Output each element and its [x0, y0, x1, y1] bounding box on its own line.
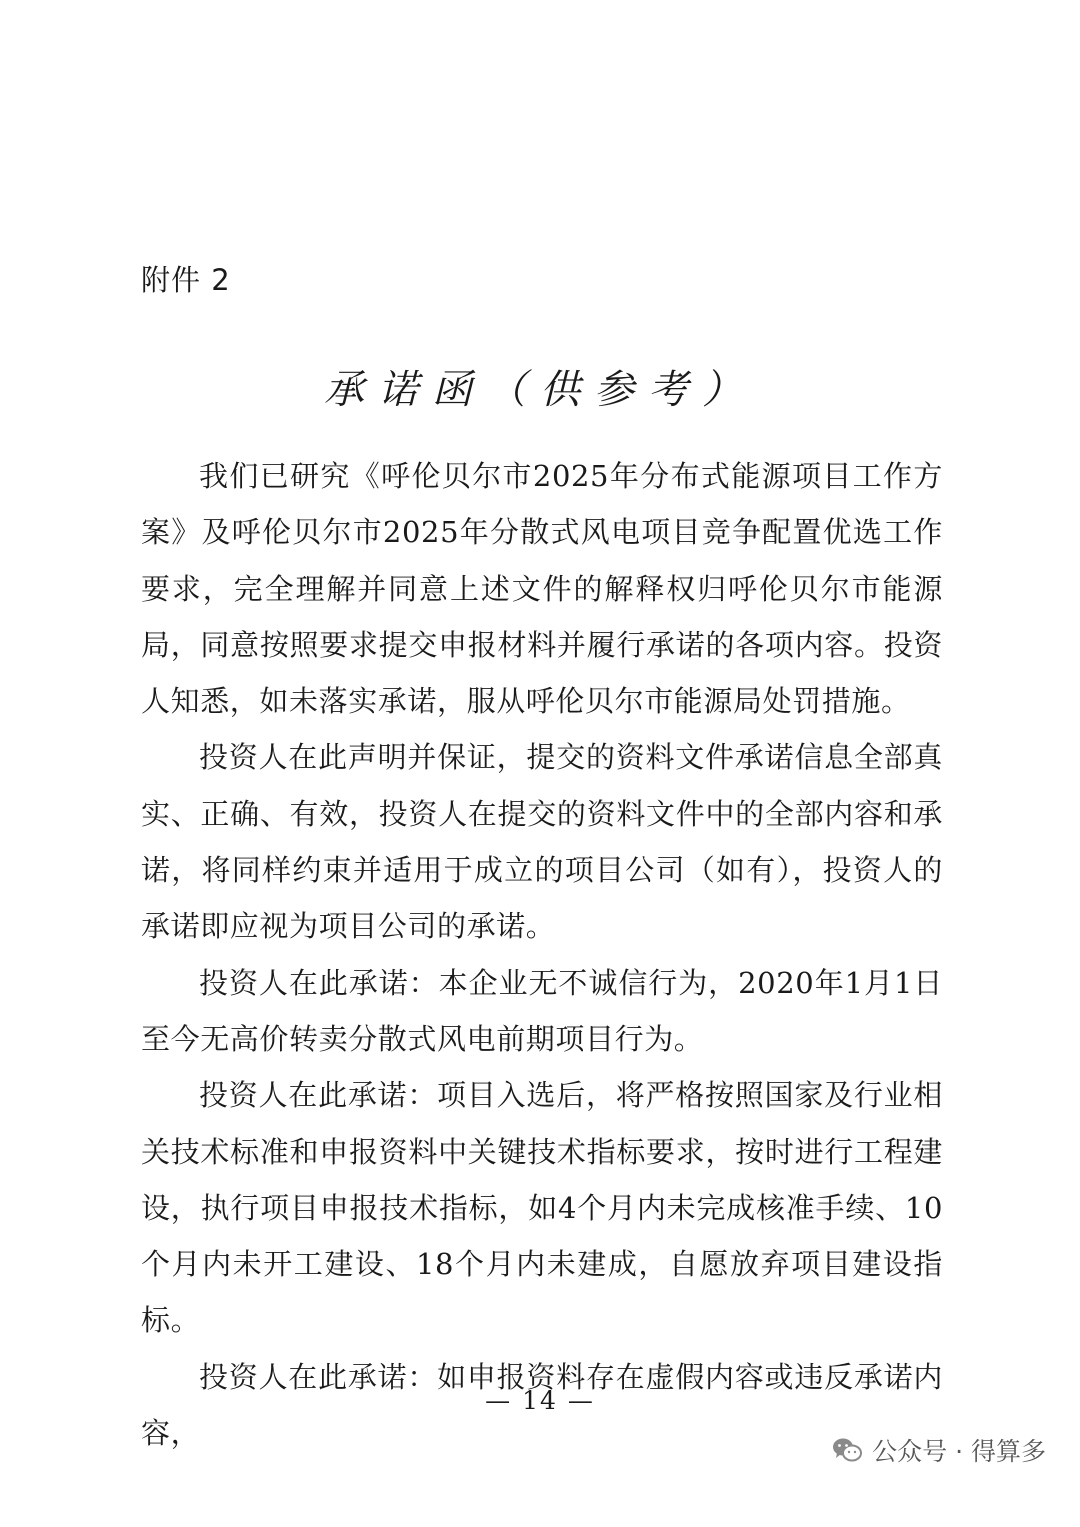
document-title: 承诺函（供参考）	[324, 367, 756, 413]
paragraph: 投资人在此承诺：如申报资料存在虚假内容或违反承诺内容，	[141, 1359, 943, 1451]
page-number: — 14 —	[485, 1386, 595, 1415]
attachment-label: 附件 2	[141, 263, 231, 297]
watermark	[832, 1432, 1046, 1468]
paragraph: 投资人在此承诺：本企业无不诚信行为，2020年1月1日至今无高价转卖分散式风电前期项目行为。	[141, 965, 943, 1056]
document-body	[141, 448, 943, 1461]
paragraph: 我们已研究《呼伦贝尔市2025年分布式能源项目工作方案》及呼伦贝尔市2025年分散式风电项目竞争配置优选工作要求，完全理解并同意上述文件的解释权归呼伦贝尔市能源局，同意按照要求提交申报材料并履行承诺的各项内容。投资人知悉，如未落实承诺，服从呼伦贝尔市能源局处罚措施。	[141, 459, 943, 719]
paragraph: 投资人在此声明并保证，提交的资料文件承诺信息全部真实、正确、有效，投资人在提交的资料文件中的全部内容和承诺，将同样约束并适用于成立的项目公司（如有），投资人的承诺即应视为项目公司的承诺。	[141, 740, 943, 944]
wechat-icon	[832, 1437, 862, 1463]
paragraph: 投资人在此承诺：项目入选后，将严格按照国家及行业相关技术标准和申报资料中关键技术指标要求，按时进行工程建设，执行项目申报技术指标，如4个月内未完成核准手续、10个月内未开工建设、18个月内未建成，自愿放弃项目建设指标。	[141, 1078, 943, 1338]
watermark-text: 公众号 · 得算多	[872, 1437, 1046, 1466]
